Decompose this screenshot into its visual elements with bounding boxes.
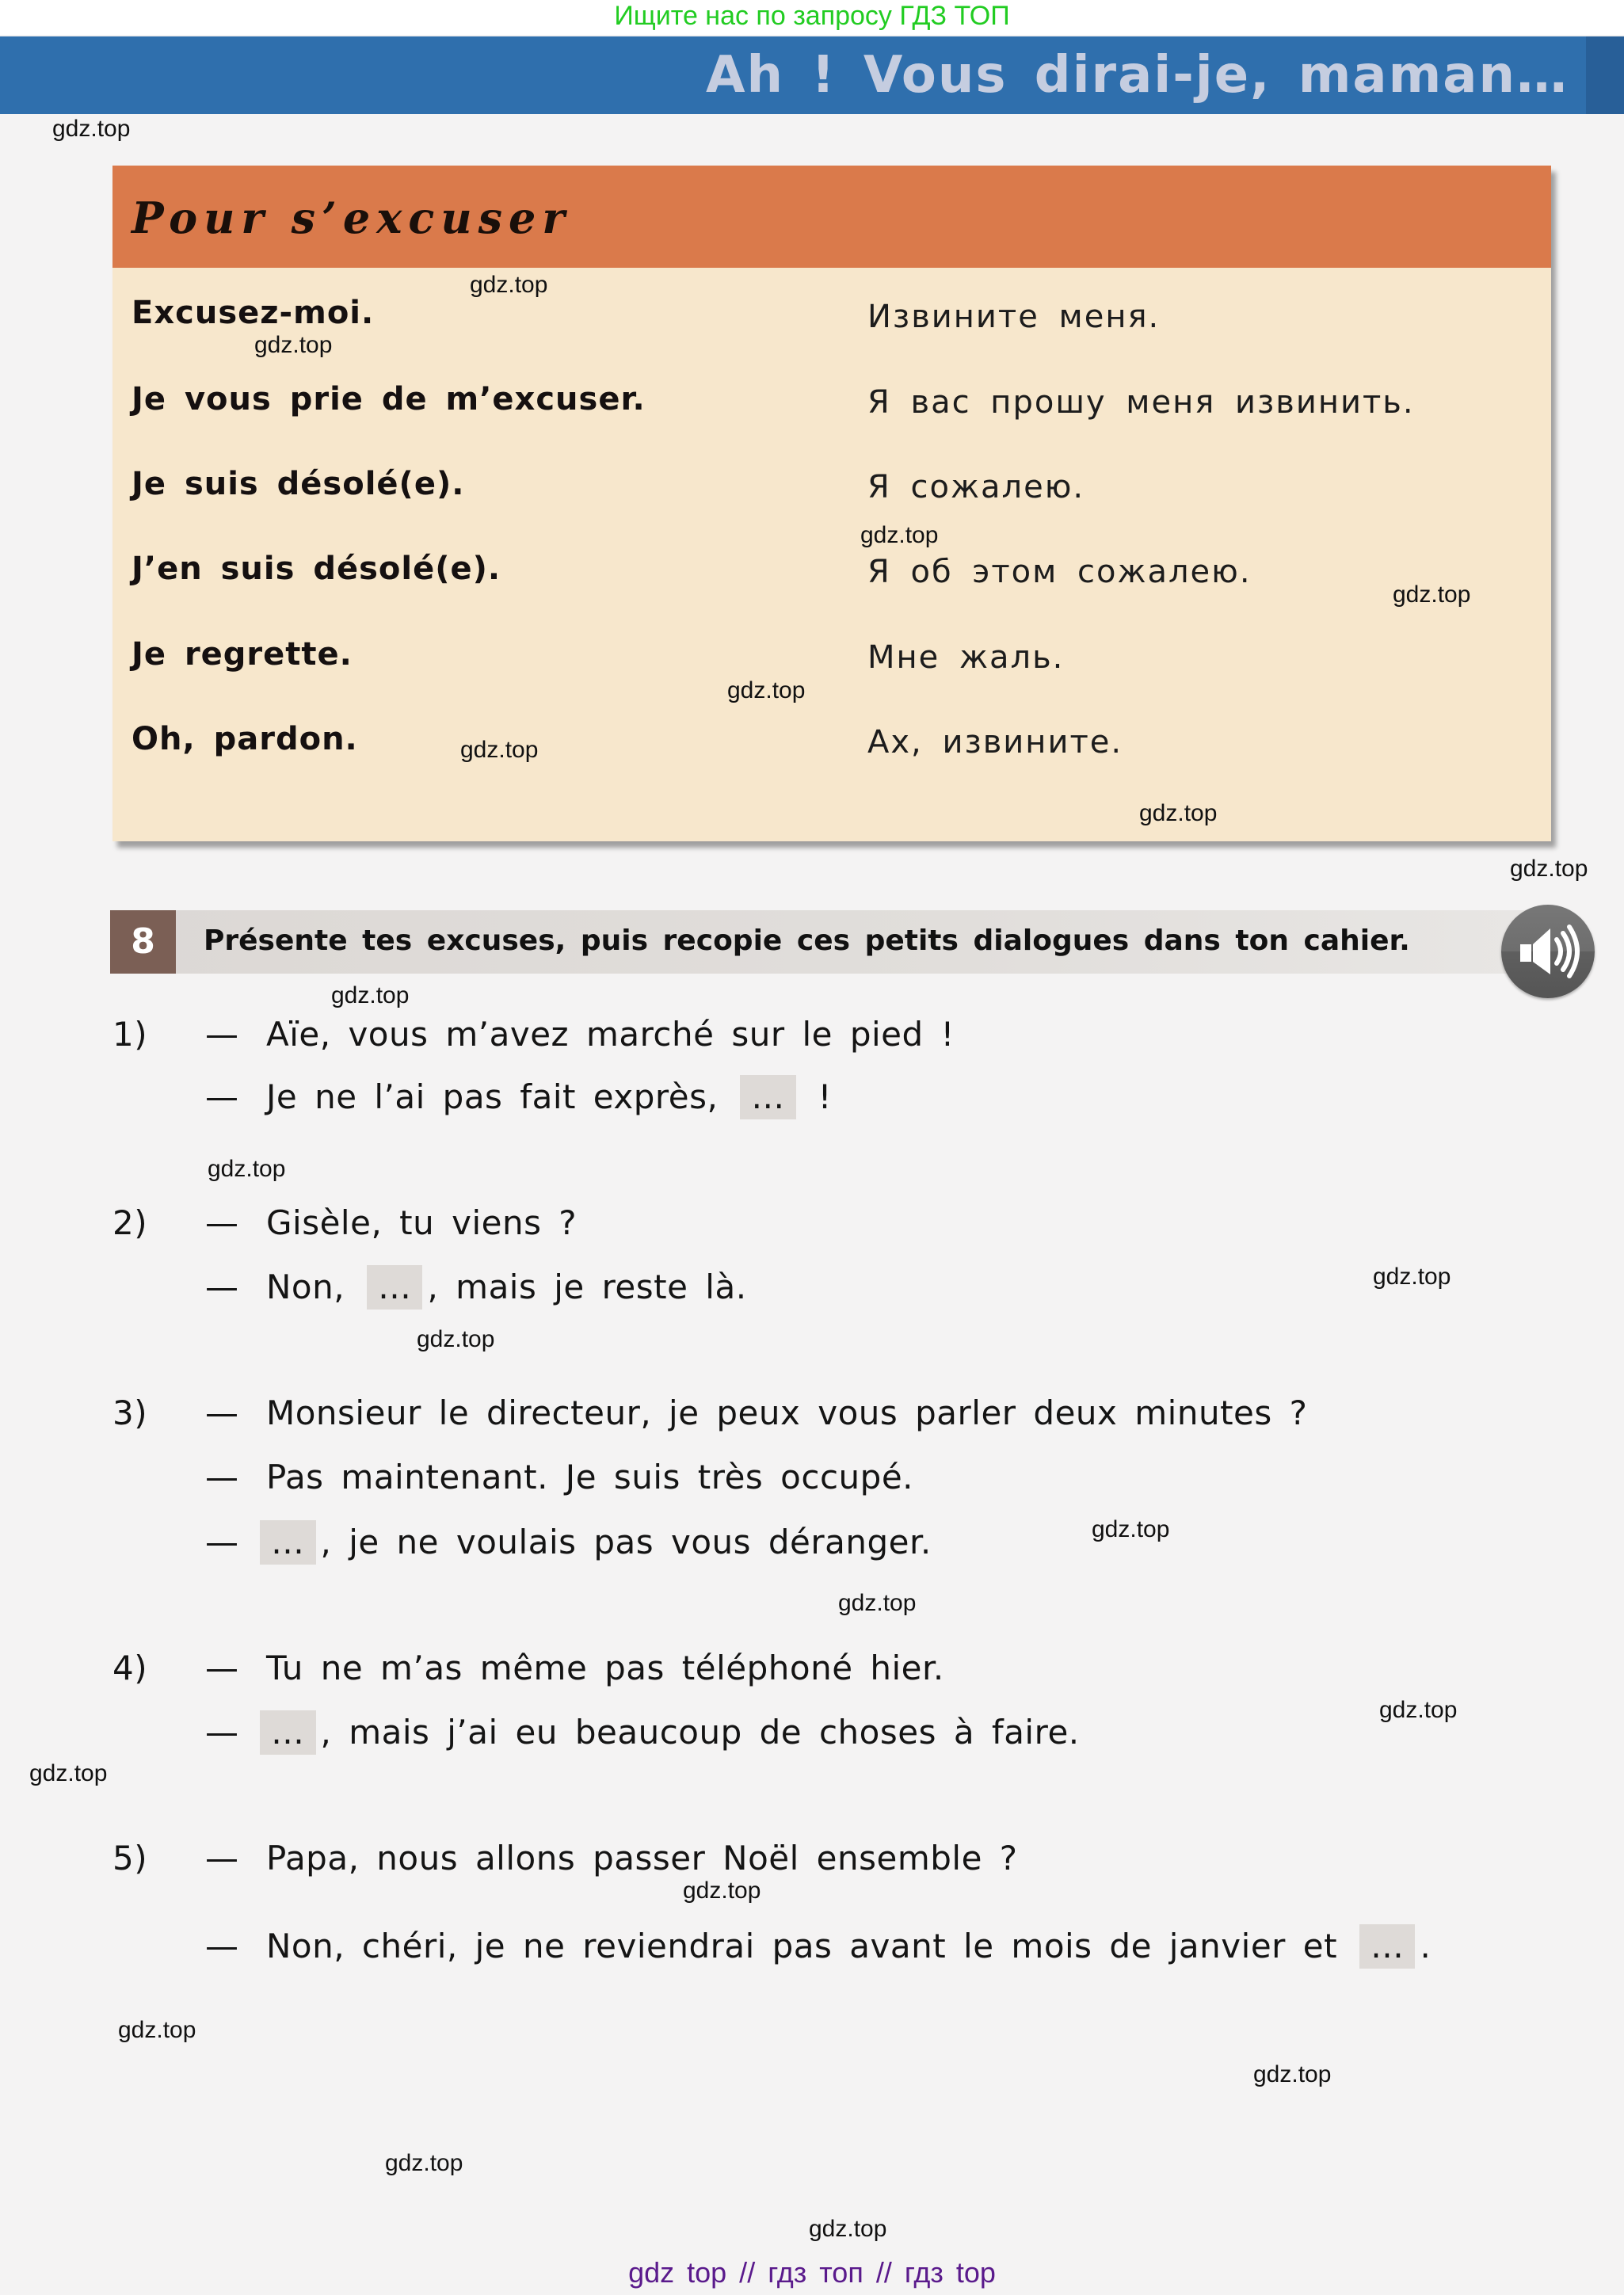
phrase-fr: Excusez-moi. [132, 295, 375, 331]
watermark: gdz.top [52, 116, 131, 142]
footer-links: gdz top // гдз топ // гдз top [628, 2256, 996, 2289]
dialogue-dash: — [205, 1839, 239, 1878]
phrase-ru: Я сожалею. [867, 469, 1085, 505]
dialogue-dash: — [205, 1015, 239, 1054]
dialogue-number: 2) [112, 1203, 148, 1242]
watermark: gdz.top [1253, 2061, 1332, 2087]
phrase-ru: Мне жаль. [867, 639, 1065, 676]
dialogue-dash: — [205, 1458, 239, 1496]
watermark: gdz.top [118, 2017, 196, 2043]
dialogue-number: 4) [112, 1649, 148, 1687]
watermark: gdz.top [208, 1156, 286, 1182]
exercise-number: 8 [110, 910, 176, 974]
dialogue-dash: — [205, 1077, 239, 1116]
top-promo-text: Ищите нас по запросу ГДЗ ТОП [0, 0, 1624, 35]
dialogue-dash: — [205, 1268, 239, 1306]
phrase-box [112, 166, 1551, 841]
dialogue-dash: — [205, 1203, 239, 1242]
watermark: gdz.top [470, 272, 548, 298]
phrase-ru: Извините меня. [867, 299, 1161, 335]
exercise-instruction: Présente tes excuses, puis recopie ces petits dialogues dans ton cahier. [204, 924, 1410, 957]
watermark: gdz.top [683, 1878, 761, 1904]
watermark: gdz.top [331, 982, 410, 1008]
phrase-box-title: Pour s’excuser [132, 193, 571, 243]
phrase-fr: Je vous prie de m’excuser. [132, 381, 646, 417]
answer-blank[interactable]: … [260, 1710, 316, 1755]
watermark: gdz.top [1379, 1697, 1458, 1723]
phrase-fr: Je regrette. [132, 636, 353, 673]
watermark: gdz.top [1092, 1516, 1170, 1542]
dialogue-line: Non, chéri, je ne reviendrai pas avant le mois de janvier et … . [266, 1924, 1431, 1969]
phrase-fr: J’en suis désolé(e). [132, 551, 501, 587]
dialogue-dash: — [205, 1649, 239, 1687]
answer-blank[interactable]: … [367, 1265, 423, 1310]
watermark: gdz.top [417, 1326, 495, 1352]
dialogue-line: Tu ne m’as même pas téléphoné hier. [266, 1649, 944, 1687]
answer-blank[interactable]: … [1359, 1924, 1416, 1969]
answer-blank[interactable]: … [260, 1520, 316, 1565]
dialogue-line: Non, … , mais je reste là. [266, 1265, 747, 1310]
dialogue-line: Papa, nous allons passer Noël ensemble ? [266, 1839, 1018, 1878]
watermark: gdz.top [1510, 856, 1588, 882]
dialogue-line: Pas maintenant. Je suis très occupé. [266, 1458, 914, 1496]
dialogue-dash: — [205, 1927, 239, 1965]
watermark: gdz.top [385, 2150, 463, 2176]
watermark: gdz.top [727, 677, 806, 703]
dialogue-dash: — [205, 1713, 239, 1752]
dialogue-number: 5) [112, 1839, 148, 1878]
dialogue-line: Aïe, vous m’avez marché sur le pied ! [266, 1015, 955, 1054]
watermark: gdz.top [838, 1590, 917, 1616]
dialogue-dash: — [205, 1393, 239, 1432]
phrase-fr: Je suis désolé(e). [132, 466, 465, 502]
watermark: gdz.top [809, 2216, 887, 2242]
dialogue-line: Gisèle, tu viens ? [266, 1203, 578, 1242]
dialogue-number: 3) [112, 1393, 148, 1432]
phrase-ru: Я вас прошу меня извинить. [867, 384, 1415, 421]
dialogue-line: … , mais j’ai eu beaucoup de choses à faire. [255, 1710, 1080, 1755]
speaker-icon[interactable] [1501, 905, 1595, 998]
dialogue-dash: — [205, 1523, 239, 1561]
watermark: gdz.top [860, 522, 939, 548]
chapter-banner [0, 36, 1624, 114]
dialogue-number: 1) [112, 1015, 148, 1054]
dialogue-line: Je ne l’ai pas fait exprès, … ! [266, 1075, 832, 1119]
dialogue-line: … , je ne voulais pas vous déranger. [255, 1520, 932, 1565]
watermark: gdz.top [1393, 581, 1471, 608]
phrase-ru: Я об этом сожалею. [867, 554, 1252, 590]
watermark: gdz.top [460, 737, 539, 763]
watermark: gdz.top [29, 1760, 108, 1786]
phrase-ru: Ах, извините. [867, 724, 1123, 761]
answer-blank[interactable]: … [740, 1075, 796, 1119]
dialogue-line: Monsieur le directeur, je peux vous parler deux minutes ? [266, 1393, 1308, 1432]
phrase-fr: Oh, pardon. [132, 721, 358, 757]
watermark: gdz.top [1139, 800, 1218, 826]
phrase-box-header [112, 166, 1551, 268]
chapter-title: Ah ! Vous dirai-je, maman… [705, 46, 1569, 105]
exercise-header [110, 910, 1536, 974]
watermark: gdz.top [1373, 1264, 1451, 1290]
watermark: gdz.top [254, 332, 333, 358]
